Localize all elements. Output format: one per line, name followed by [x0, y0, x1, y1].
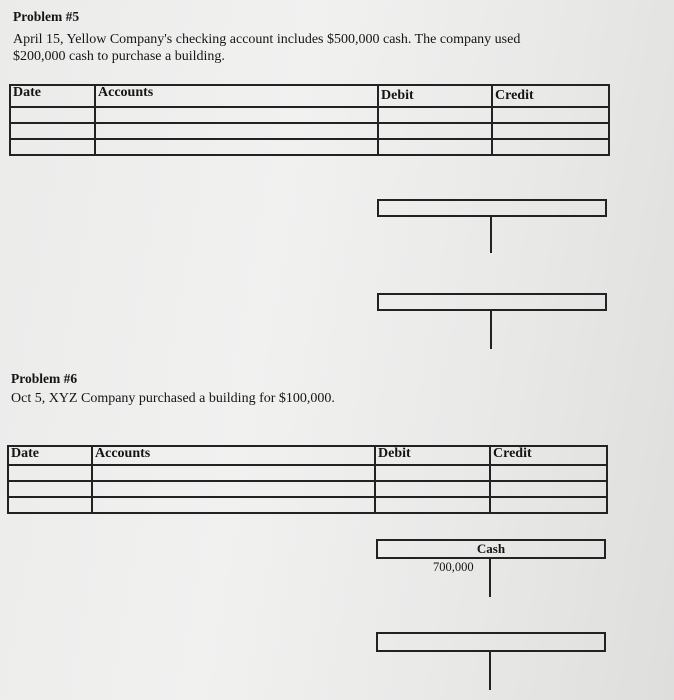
credit-cell[interactable]	[492, 123, 609, 139]
debit-cell[interactable]	[378, 107, 492, 123]
debit-cell[interactable]	[375, 481, 490, 497]
problem5-text-line1: April 15, Yellow Company's checking account includes $500,000 cash. The company used	[13, 32, 521, 47]
journal-row	[8, 497, 607, 513]
debit-cell[interactable]	[378, 139, 492, 155]
problem5-text-line2: $200,000 cash to purchase a building.	[13, 49, 225, 64]
debit-cell[interactable]	[375, 465, 490, 481]
date-cell[interactable]	[8, 497, 92, 513]
date-header: Date	[8, 446, 92, 465]
debit-cell[interactable]	[378, 123, 492, 139]
journal-row	[10, 123, 609, 139]
t-account-debit-value: 700,000	[433, 560, 474, 574]
date-cell[interactable]	[8, 481, 92, 497]
t-account-title-bar[interactable]	[376, 632, 606, 652]
problem5-journal-table	[9, 84, 610, 156]
debit-header: Debit	[378, 85, 492, 107]
credit-header: Credit	[490, 446, 607, 465]
date-cell[interactable]	[10, 123, 95, 139]
journal-row	[10, 107, 609, 123]
accounts-cell[interactable]	[92, 465, 375, 481]
credit-cell[interactable]	[490, 497, 607, 513]
t-account-stem	[490, 217, 492, 253]
debit-header: Debit	[375, 446, 490, 465]
problem5-title: Problem #5	[13, 9, 80, 24]
accounts-cell[interactable]	[92, 481, 375, 497]
t-account-title-bar[interactable]	[377, 199, 607, 217]
date-header: Date	[10, 85, 95, 107]
accounts-cell[interactable]	[95, 107, 378, 123]
problem6-title: Problem #6	[11, 371, 78, 386]
credit-cell[interactable]	[492, 139, 609, 155]
debit-cell[interactable]	[375, 497, 490, 513]
t-account-title-bar[interactable]	[377, 293, 607, 311]
date-cell[interactable]	[10, 139, 95, 155]
credit-cell[interactable]	[492, 107, 609, 123]
credit-cell[interactable]	[490, 465, 607, 481]
journal-row	[8, 465, 607, 481]
accounts-header: Accounts	[95, 85, 378, 107]
journal-row	[10, 139, 609, 155]
journal-header-row	[8, 446, 607, 465]
t-account-stem	[489, 652, 491, 690]
problem6-text-line1: Oct 5, XYZ Company purchased a building for $100,000.	[11, 391, 335, 406]
accounts-cell[interactable]	[92, 497, 375, 513]
accounts-header: Accounts	[92, 446, 375, 465]
accounts-cell[interactable]	[95, 123, 378, 139]
t-account-title-bar[interactable]: Cash	[376, 539, 606, 559]
t-account-stem	[489, 559, 491, 597]
date-cell[interactable]	[10, 107, 95, 123]
problem6-journal-table	[7, 445, 608, 514]
credit-cell[interactable]	[490, 481, 607, 497]
journal-row	[8, 481, 607, 497]
credit-header: Credit	[492, 85, 609, 107]
t-account-stem	[490, 311, 492, 349]
accounts-cell[interactable]	[95, 139, 378, 155]
date-cell[interactable]	[8, 465, 92, 481]
journal-header-row	[10, 85, 609, 107]
